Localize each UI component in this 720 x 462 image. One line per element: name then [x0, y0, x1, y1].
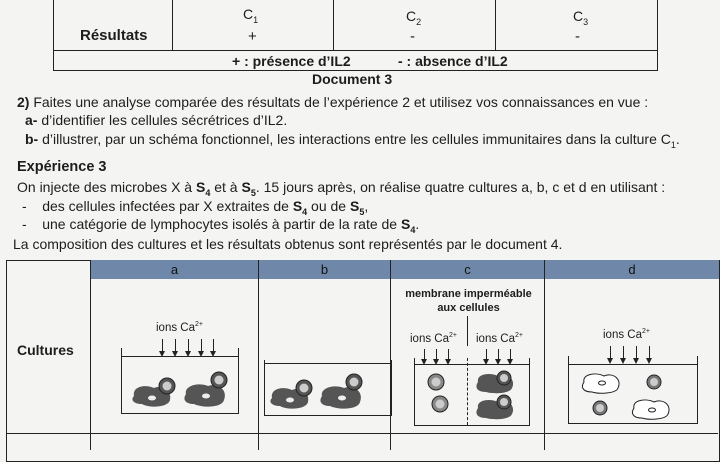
legend-minus: - : absence d’IL2	[398, 53, 508, 69]
document4-table	[6, 260, 720, 450]
question2-a: a- d’identifier les cellules sécrétrices d’IL2.	[25, 112, 288, 128]
cells-d	[572, 370, 696, 422]
ions-label-d: ions $Ca^{2+}$	[603, 328, 650, 341]
result-c3: -	[575, 28, 580, 45]
column-a-header: a	[91, 260, 259, 279]
column-c-header: c	[391, 260, 545, 279]
membrane-label: membrane imperméable aux cellules	[405, 288, 532, 314]
cells-b	[268, 370, 388, 412]
header-c3: $C_3$	[573, 8, 589, 27]
legend-plus: + : présence d’IL2	[232, 53, 351, 69]
column-d-header: d	[545, 260, 719, 279]
cells-c	[416, 370, 528, 424]
result-c1: +	[248, 28, 257, 45]
header-c1: $C_1$	[243, 6, 259, 25]
cells-a	[124, 368, 236, 410]
question2-b: b- d’illustrer, par un schéma fonctionnel, les interactions entre les cellules immunitaires dans la culture $C_1$.	[25, 131, 680, 150]
column-b-header: b	[259, 260, 391, 279]
document3-title: Document 3	[312, 71, 393, 87]
results-row-label: Résultats	[80, 27, 148, 44]
experience3-bullet2: - une catégorie de lymphocytes isolés à partir de la rate de $S_4$.	[22, 216, 420, 235]
cultures-row-label: Cultures	[17, 342, 74, 358]
experience3-line2: La composition des cultures et les résultats obtenus sont représentés par le document 4.	[13, 236, 563, 252]
header-c2: $C_2$	[406, 8, 422, 27]
experience3-title: Expérience 3	[17, 159, 107, 175]
question2-intro: 2) Faites une analyse comparée des résultats de l’expérience 2 et utilisez vos connaissances en vue :	[17, 94, 649, 110]
membrane-pointer	[467, 316, 468, 346]
ions-label-c-right: ions $Ca^{2+}$	[476, 332, 523, 345]
ions-label-a: ions $Ca^{2+}$	[156, 321, 203, 334]
result-c2: -	[410, 28, 415, 45]
experience3-bullet1: - des cellules infectées par X extraites de $S_4$ ou de $S_5$,	[22, 198, 369, 217]
experience3-line1: On injecte des microbes X à $S_4$ et à $S_5$. 15 jours après, on réalise quatre cultures a, b, c et d en utilisant :	[17, 179, 666, 198]
ions-label-c-left: ions $Ca^{2+}$	[410, 332, 457, 345]
